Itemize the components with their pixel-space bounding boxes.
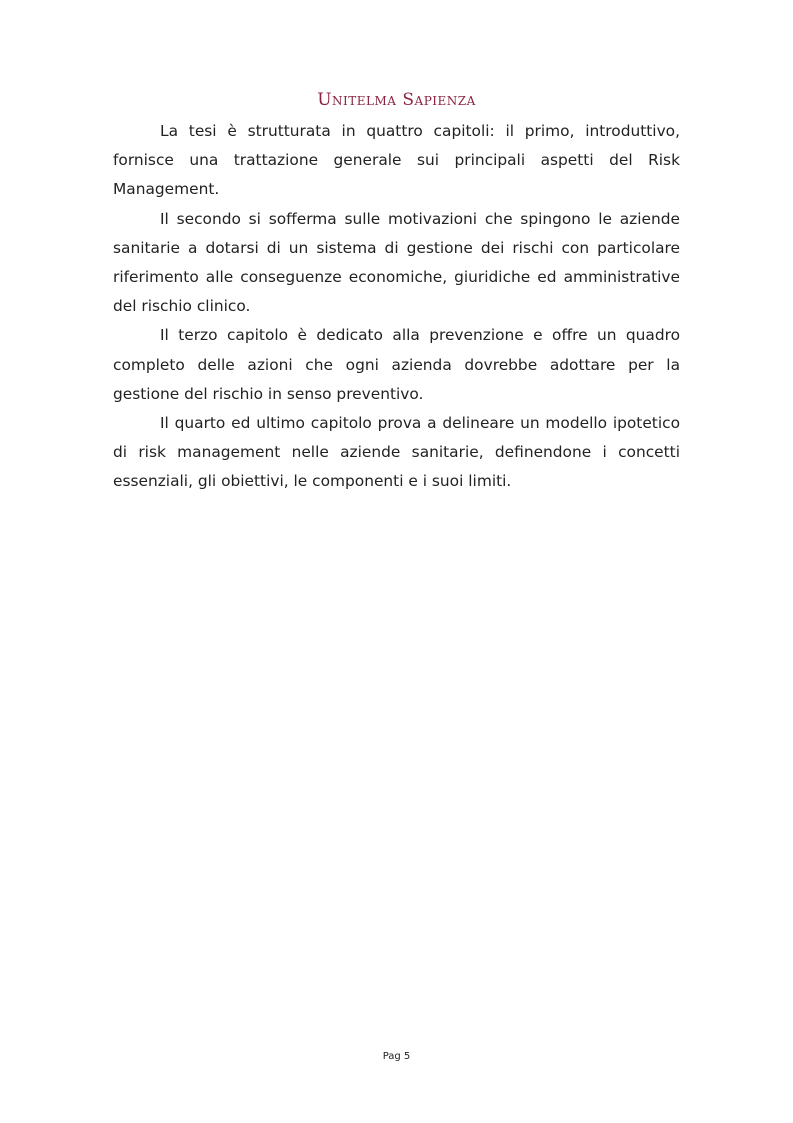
paragraph-chapter-three: Il terzo capitolo è dedicato alla prevenzione e offre un quadro completo delle azioni che ogni azienda dovrebbe adottare per la gestione del rischio in senso preventivo.: [113, 326, 680, 403]
university-header-title: Unitelma Sapienza: [317, 90, 476, 110]
paragraph-intro-chapter-one: La tesi è strutturata in quattro capitoli: il primo, introduttivo, fornisce una trattazione generale sui principali aspetti del Risk Management.: [113, 122, 680, 199]
page-number-footer: Pag 5: [382, 1051, 411, 1062]
paragraph-chapter-four: Il quarto ed ultimo capitolo prova a delineare un modello ipotetico di risk management nelle aziende sanitarie, definendone i concetti essenziali, gli obiettivi, le componenti e i suoi limiti.: [113, 414, 680, 491]
thesis-body-text: [113, 117, 680, 497]
paragraph-chapter-two: Il secondo si sofferma sulle motivazioni che spingono le aziende sanitarie a dotarsi di un sistema di gestione dei rischi con particolare riferimento alle conseguenze economiche, giuridiche ed amministrative del rischio clinico.: [113, 209, 680, 316]
